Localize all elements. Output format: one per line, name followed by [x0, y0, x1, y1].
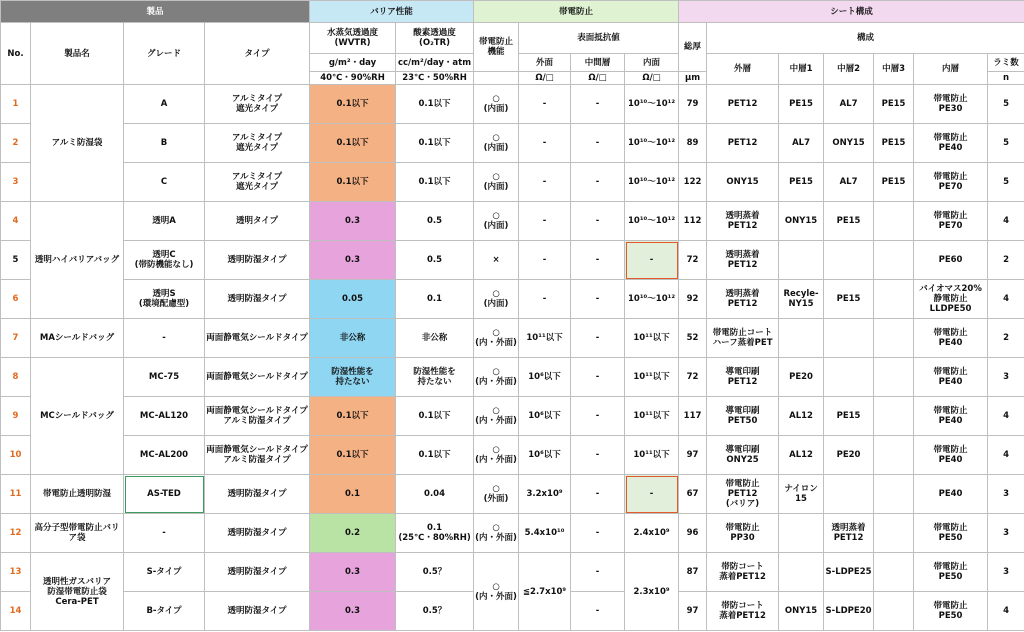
res-middle: -: [571, 85, 625, 124]
layer-mid1: ONY15: [779, 592, 824, 631]
wvtr-value: 0.1以下: [310, 163, 396, 202]
thickness: 72: [679, 358, 707, 397]
lam-count: 5: [988, 163, 1024, 202]
row-no: 2: [1, 124, 31, 163]
layer-mid2: PE15: [824, 280, 874, 319]
unit-n: n: [988, 72, 1024, 85]
layer-outer: 透明蒸着 PET12: [707, 202, 779, 241]
o2tr-value: 0.1 (25℃・80%RH): [396, 514, 474, 553]
layer-mid1: [779, 241, 824, 280]
layer-mid3: [874, 397, 914, 436]
product-name: MCシールドバッグ: [31, 358, 124, 475]
lam-count: 2: [988, 319, 1024, 358]
layer-inner: 帯電防止 PE70: [914, 163, 988, 202]
res-inner: 10¹⁰～10¹²: [625, 163, 679, 202]
header-mid2: 中層2: [824, 54, 874, 85]
header-middle: 中間層: [571, 54, 625, 72]
header-lam: ラミ数: [988, 54, 1024, 72]
thickness: 79: [679, 85, 707, 124]
thickness: 97: [679, 592, 707, 631]
res-outer: 10⁶以下: [519, 358, 571, 397]
product-name: 透明性ガスバリア 防湿帯電防止袋 Cera-PET: [31, 553, 124, 631]
lam-count: 4: [988, 397, 1024, 436]
header-outer-layer: 外層: [707, 54, 779, 85]
layer-inner: 帯電防止 PE40: [914, 319, 988, 358]
group-sheet: シート構成: [679, 1, 1024, 23]
res-outer: -: [519, 163, 571, 202]
antistatic-value: ×: [474, 241, 519, 280]
layer-mid1: ONY15: [779, 202, 824, 241]
type: 両面静電気シールドタイプ アルミ防湿タイプ: [205, 436, 310, 475]
layer-mid1: AL12: [779, 436, 824, 475]
res-inner: 10¹¹以下: [625, 319, 679, 358]
layer-mid1: AL12: [779, 397, 824, 436]
wvtr-value: 0.2: [310, 514, 396, 553]
layer-outer: ONY15: [707, 163, 779, 202]
product-name: 透明ハイバリアバッグ: [31, 202, 124, 319]
wvtr-value: 0.3: [310, 592, 396, 631]
wvtr-value: 0.1以下: [310, 124, 396, 163]
type: アルミタイプ 遮光タイプ: [205, 85, 310, 124]
lam-count: 4: [988, 202, 1024, 241]
o2tr-value: 0.1以下: [396, 397, 474, 436]
layer-mid2: [824, 319, 874, 358]
thickness: 117: [679, 397, 707, 436]
lam-count: 3: [988, 358, 1024, 397]
row-no: 10: [1, 436, 31, 475]
res-outer: 10⁶以下: [519, 436, 571, 475]
type: 透明防湿タイプ: [205, 475, 310, 514]
layer-inner: 帯電防止 PE40: [914, 436, 988, 475]
res-middle: -: [571, 592, 625, 631]
o2tr-value: 非公称: [396, 319, 474, 358]
grade: -: [124, 514, 205, 553]
grade: B-タイプ: [124, 592, 205, 631]
lam-count: 5: [988, 124, 1024, 163]
res-inner: 10¹⁰～10¹²: [625, 280, 679, 319]
lam-count: 3: [988, 475, 1024, 514]
layer-outer: 導電印刷 PET50: [707, 397, 779, 436]
layer-inner: 帯電防止 PE50: [914, 592, 988, 631]
row-no: 1: [1, 85, 31, 124]
layer-mid1: ナイロン15: [779, 475, 824, 514]
layer-mid3: PE15: [874, 163, 914, 202]
layer-outer: 帯電防止 PP30: [707, 514, 779, 553]
thickness: 72: [679, 241, 707, 280]
o2tr-value: 防湿性能を 持たない: [396, 358, 474, 397]
antistatic-value: ○ (内・外面): [474, 397, 519, 436]
type: アルミタイプ 遮光タイプ: [205, 163, 310, 202]
layer-mid3: [874, 514, 914, 553]
res-inner: 10¹¹以下: [625, 436, 679, 475]
header-thickness: 総厚: [679, 23, 707, 72]
antistatic-value: ○ (内・外面): [474, 553, 519, 631]
header-grade: グレード: [124, 23, 205, 85]
res-outer: -: [519, 280, 571, 319]
layer-mid1: [779, 514, 824, 553]
layer-mid2: S-LDPE20: [824, 592, 874, 631]
layer-mid2: PE15: [824, 397, 874, 436]
layer-mid3: [874, 241, 914, 280]
res-inner: 10¹⁰～10¹²: [625, 85, 679, 124]
layer-outer: 透明蒸着 PET12: [707, 241, 779, 280]
grade: A: [124, 85, 205, 124]
row-no: 5: [1, 241, 31, 280]
row-no: 6: [1, 280, 31, 319]
layer-inner: PE40: [914, 475, 988, 514]
header-type: タイプ: [205, 23, 310, 85]
thickness: 87: [679, 553, 707, 592]
thickness: 112: [679, 202, 707, 241]
layer-outer: 帯防コート 蒸着PET12: [707, 553, 779, 592]
layer-outer: PET12: [707, 124, 779, 163]
thickness: 92: [679, 280, 707, 319]
layer-mid2: AL7: [824, 163, 874, 202]
row-no: 9: [1, 397, 31, 436]
res-middle: -: [571, 163, 625, 202]
header-resistivity: 表面抵抗値: [519, 23, 679, 54]
type: 透明防湿タイプ: [205, 592, 310, 631]
group-antistatic: 帯電防止: [474, 1, 679, 23]
cond-wvtr: 40℃・90%RH: [310, 72, 396, 85]
res-middle: -: [571, 124, 625, 163]
wvtr-value: 0.05: [310, 280, 396, 319]
row-no: 4: [1, 202, 31, 241]
layer-mid3: [874, 280, 914, 319]
layer-outer: 導電印刷 PET12: [707, 358, 779, 397]
type: 透明タイプ: [205, 202, 310, 241]
res-inner: 10¹⁰～10¹²: [625, 202, 679, 241]
o2tr-value: 0.04: [396, 475, 474, 514]
layer-mid3: [874, 202, 914, 241]
wvtr-value: 非公称: [310, 319, 396, 358]
unit-um: μm: [679, 72, 707, 85]
res-inner: 2.3x10⁹: [625, 553, 679, 631]
lam-count: 2: [988, 241, 1024, 280]
header-outer: 外面: [519, 54, 571, 72]
grade: MC-75: [124, 358, 205, 397]
type: 透明防湿タイプ: [205, 241, 310, 280]
antistatic-value: ○ (内・外面): [474, 436, 519, 475]
res-middle: -: [571, 202, 625, 241]
header-o2tr: 酸素透過度 (O₂TR): [396, 23, 474, 54]
res-inner: 10¹¹以下: [625, 358, 679, 397]
lam-count: 5: [988, 85, 1024, 124]
row-no: 3: [1, 163, 31, 202]
grade: 透明A: [124, 202, 205, 241]
grade: S-タイプ: [124, 553, 205, 592]
layer-mid1: Recyle- NY15: [779, 280, 824, 319]
row-no: 13: [1, 553, 31, 592]
thickness: 89: [679, 124, 707, 163]
row-no: 7: [1, 319, 31, 358]
res-middle: -: [571, 358, 625, 397]
row-no: 12: [1, 514, 31, 553]
res-middle: -: [571, 319, 625, 358]
header-no: No.: [1, 23, 31, 85]
o2tr-value: 0.1以下: [396, 436, 474, 475]
res-inner: -: [625, 241, 679, 280]
unit-res-middle: Ω/□: [571, 72, 625, 85]
product-name: アルミ防湿袋: [31, 85, 124, 202]
layer-inner: 帯電防止 PE40: [914, 397, 988, 436]
o2tr-value: 0.5？: [396, 553, 474, 592]
layer-mid2: AL7: [824, 85, 874, 124]
layer-mid1: [779, 319, 824, 358]
wvtr-value: 0.1以下: [310, 85, 396, 124]
header-product: 製品名: [31, 23, 124, 85]
product-name: 高分子型帯電防止バリア袋: [31, 514, 124, 553]
layer-inner: 帯電防止 PE40: [914, 124, 988, 163]
wvtr-value: 0.3: [310, 202, 396, 241]
unit-res-outer: Ω/□: [519, 72, 571, 85]
unit-wvtr: g/m²・day: [310, 54, 396, 72]
type: 透明防湿タイプ: [205, 553, 310, 592]
unit-res-inner: Ω/□: [625, 72, 679, 85]
layer-mid2: [824, 475, 874, 514]
res-middle: -: [571, 397, 625, 436]
layer-inner: 帯電防止 PE40: [914, 358, 988, 397]
layer-mid2: S-LDPE25: [824, 553, 874, 592]
res-inner: -: [625, 475, 679, 514]
layer-mid3: PE15: [874, 85, 914, 124]
res-outer: ≦2.7x10⁹: [519, 553, 571, 631]
res-inner: 10¹¹以下: [625, 397, 679, 436]
layer-mid1: PE15: [779, 163, 824, 202]
header-inner-layer: 内層: [914, 54, 988, 85]
type: アルミタイプ 遮光タイプ: [205, 124, 310, 163]
unit-as: [474, 72, 519, 85]
res-outer: -: [519, 202, 571, 241]
layer-outer: 透明蒸着 PET12: [707, 280, 779, 319]
res-middle: -: [571, 241, 625, 280]
layer-inner: バイオマス20% 静電防止 LLDPE50: [914, 280, 988, 319]
layer-mid2: [824, 358, 874, 397]
group-product: 製品: [1, 1, 310, 23]
antistatic-value: ○ (内面): [474, 124, 519, 163]
layer-inner: 帯電防止 PE50: [914, 553, 988, 592]
header-antistatic: 帯電防止 機能: [474, 23, 519, 72]
layer-inner: PE60: [914, 241, 988, 280]
unit-o2tr: cc/m²/day・atm: [396, 54, 474, 72]
antistatic-value: ○ (内面): [474, 163, 519, 202]
antistatic-value: ○ (内・外面): [474, 319, 519, 358]
antistatic-value: ○ (内・外面): [474, 358, 519, 397]
res-middle: -: [571, 475, 625, 514]
layer-mid1: AL7: [779, 124, 824, 163]
row-no: 14: [1, 592, 31, 631]
thickness: 96: [679, 514, 707, 553]
res-middle: -: [571, 436, 625, 475]
product-name: MAシールドバッグ: [31, 319, 124, 358]
antistatic-value: ○ (内・外面): [474, 514, 519, 553]
res-inner: 2.4x10⁹: [625, 514, 679, 553]
wvtr-value: 防湿性能を 持たない: [310, 358, 396, 397]
lam-count: 4: [988, 592, 1024, 631]
layer-mid1: PE20: [779, 358, 824, 397]
wvtr-value: 0.1: [310, 475, 396, 514]
layer-outer: 帯防コート 蒸着PET12: [707, 592, 779, 631]
layer-outer: 導電印刷 ONY25: [707, 436, 779, 475]
layer-mid2: 透明蒸着 PET12: [824, 514, 874, 553]
antistatic-value: ○ (内面): [474, 85, 519, 124]
header-mid1: 中層1: [779, 54, 824, 85]
layer-inner: 帯電防止 PE70: [914, 202, 988, 241]
cond-o2tr: 23℃・50%RH: [396, 72, 474, 85]
layer-mid2: PE15: [824, 202, 874, 241]
thickness: 122: [679, 163, 707, 202]
row-no: 11: [1, 475, 31, 514]
type: 両面静電気シールドタイプ アルミ防湿タイプ: [205, 397, 310, 436]
grade: C: [124, 163, 205, 202]
header-wvtr: 水蒸気透過度 (WVTR): [310, 23, 396, 54]
layer-mid1: PE15: [779, 85, 824, 124]
grade: MC-AL200: [124, 436, 205, 475]
o2tr-value: 0.5？: [396, 592, 474, 631]
antistatic-value: ○ (内面): [474, 202, 519, 241]
lam-count: 3: [988, 514, 1024, 553]
res-middle: -: [571, 553, 625, 592]
layer-mid3: [874, 553, 914, 592]
res-middle: -: [571, 280, 625, 319]
layer-inner: 帯電防止 PE50: [914, 514, 988, 553]
res-outer: 3.2x10⁹: [519, 475, 571, 514]
wvtr-value: 0.3: [310, 553, 396, 592]
grade: AS-TED: [124, 475, 205, 514]
layer-mid3: [874, 436, 914, 475]
o2tr-value: 0.5: [396, 241, 474, 280]
layer-mid3: [874, 592, 914, 631]
o2tr-value: 0.1以下: [396, 85, 474, 124]
header-mid3: 中層3: [874, 54, 914, 85]
layer-mid3: PE15: [874, 124, 914, 163]
layer-mid2: [824, 241, 874, 280]
header-inner: 内面: [625, 54, 679, 72]
layer-outer: 帯電防止コート ハーフ蒸着PET: [707, 319, 779, 358]
grade: 透明S (環境配慮型): [124, 280, 205, 319]
lam-count: 4: [988, 280, 1024, 319]
product-name: 帯電防止透明防湿: [31, 475, 124, 514]
layer-mid3: [874, 358, 914, 397]
layer-outer: 帯電防止 PET12 (バリア): [707, 475, 779, 514]
antistatic-value: ○ (内面): [474, 280, 519, 319]
layer-mid3: [874, 475, 914, 514]
layer-outer: PET12: [707, 85, 779, 124]
grade: B: [124, 124, 205, 163]
lam-count: 3: [988, 553, 1024, 592]
layer-mid3: [874, 319, 914, 358]
lam-count: 4: [988, 436, 1024, 475]
layer-inner: 帯電防止 PE30: [914, 85, 988, 124]
header-composition: 構成: [707, 23, 1024, 54]
grade: 透明C (帯防機能なし): [124, 241, 205, 280]
antistatic-value: ○ (外面): [474, 475, 519, 514]
thickness: 52: [679, 319, 707, 358]
layer-mid2: PE20: [824, 436, 874, 475]
layer-mid2: ONY15: [824, 124, 874, 163]
layer-mid1: [779, 553, 824, 592]
res-inner: 10¹⁰～10¹²: [625, 124, 679, 163]
wvtr-value: 0.1以下: [310, 436, 396, 475]
o2tr-value: 0.1: [396, 280, 474, 319]
thickness: 97: [679, 436, 707, 475]
res-outer: -: [519, 85, 571, 124]
type: 両面静電気シールドタイプ: [205, 319, 310, 358]
type: 両面静電気シールドタイプ: [205, 358, 310, 397]
res-middle: -: [571, 514, 625, 553]
res-outer: 10⁶以下: [519, 397, 571, 436]
thickness: 67: [679, 475, 707, 514]
type: 透明防湿タイプ: [205, 280, 310, 319]
grade: -: [124, 319, 205, 358]
group-barrier: バリア性能: [310, 1, 474, 23]
grade: MC-AL120: [124, 397, 205, 436]
type: 透明防湿タイプ: [205, 514, 310, 553]
o2tr-value: 0.1以下: [396, 124, 474, 163]
row-no: 8: [1, 358, 31, 397]
res-outer: 5.4x10¹⁰: [519, 514, 571, 553]
res-outer: 10¹¹以下: [519, 319, 571, 358]
o2tr-value: 0.5: [396, 202, 474, 241]
res-outer: -: [519, 124, 571, 163]
res-outer: -: [519, 241, 571, 280]
wvtr-value: 0.1以下: [310, 397, 396, 436]
o2tr-value: 0.1以下: [396, 163, 474, 202]
wvtr-value: 0.3: [310, 241, 396, 280]
